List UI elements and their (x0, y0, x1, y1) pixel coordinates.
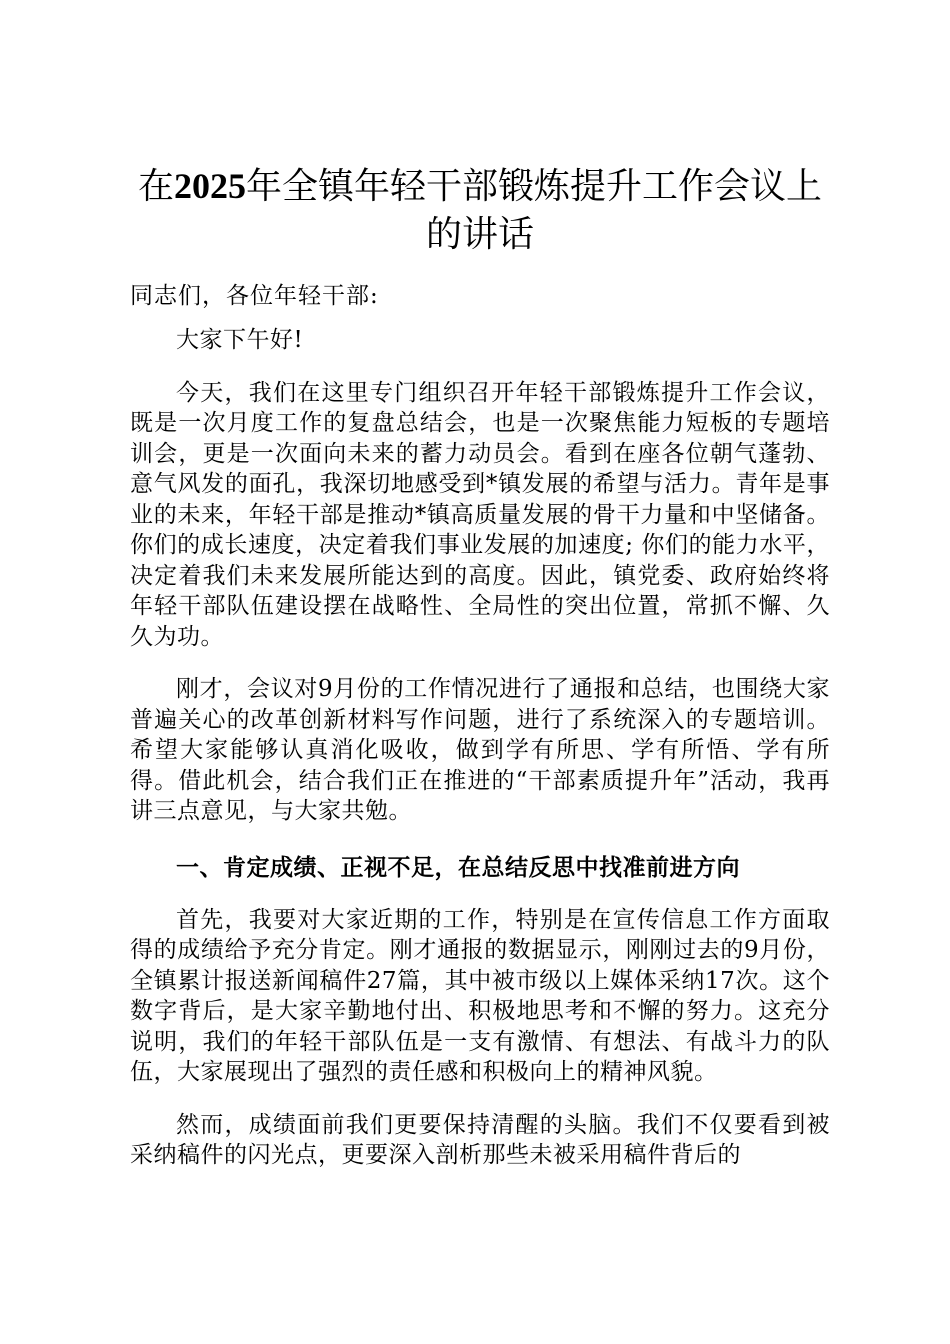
section-heading: 一、肯定成绩、正视不足，在总结反思中找准前进方向 (176, 853, 740, 881)
greeting: 大家下午好! (176, 327, 304, 353)
paragraph-meeting-summary: 刚才，会议对9月份的工作情况进行了通报和总结，也围绕大家普遍关心的改革创新材料写作问题，进行了系统深入的专题培训。希望大家能够认真消化吸收，做到学有所思、学有所悟、学有所得。借此机会，结合我们正在推进的“干部素质提升年”活动，我再讲三点意见，与大家共勉。 (130, 676, 830, 824)
title-prefix: 在 (137, 166, 174, 207)
paragraph-achievements: 首先，我要对大家近期的工作，特别是在宣传信息工作方面取得的成绩给予充分肯定。刚才通报的数据显示，刚刚过去的9月份，全镇累计报送新闻稿件27篇，其中被市级以上媒体采纳17次。这个数字背后，是大家辛勤地付出、积极地思考和不懈的努力。这充分说明，我们的年轻干部队伍是一支有激情、有想法、有战斗力的队伍，大家展现出了强烈的责任感和积极向上的精神风貌。 (130, 906, 830, 1085)
paragraph-shortcomings: 然而，成绩面前我们更要保持清醒的头脑。我们不仅要看到被采纳稿件的闪光点，更要深入剖析那些未被采用稿件背后的 (130, 1111, 830, 1168)
paragraph-opening: 今天，我们在这里专门组织召开年轻干部锻炼提升工作会议，既是一次月度工作的复盘总结会，也是一次聚焦能力短板的专题培训会，更是一次面向未来的蓄力动员会。看到在座各位朝气蓬勃、意气风发的面孔，我深切地感受到*镇发展的希望与活力。青年是事业的未来，年轻干部是推动*镇高质量发展的骨干力量和中坚储备。你们的成长速度，决定着我们事业发展的加速度; 你们的能力水平，决定着我们未来发展所能达到的高度。因此，镇党委、政府始终将年轻干部队伍建设摆在战略性、全局性的突出位置，常抓不懈、久久为功。 (130, 379, 830, 650)
document-page (130, 162, 830, 1171)
document-title (130, 162, 830, 259)
title-year: 2025 (174, 166, 246, 206)
salutation: 同志们，各位年轻干部: (130, 283, 379, 309)
title-suffix: 年全镇年轻干部锻炼提升工作会议上的讲话 (246, 166, 823, 255)
